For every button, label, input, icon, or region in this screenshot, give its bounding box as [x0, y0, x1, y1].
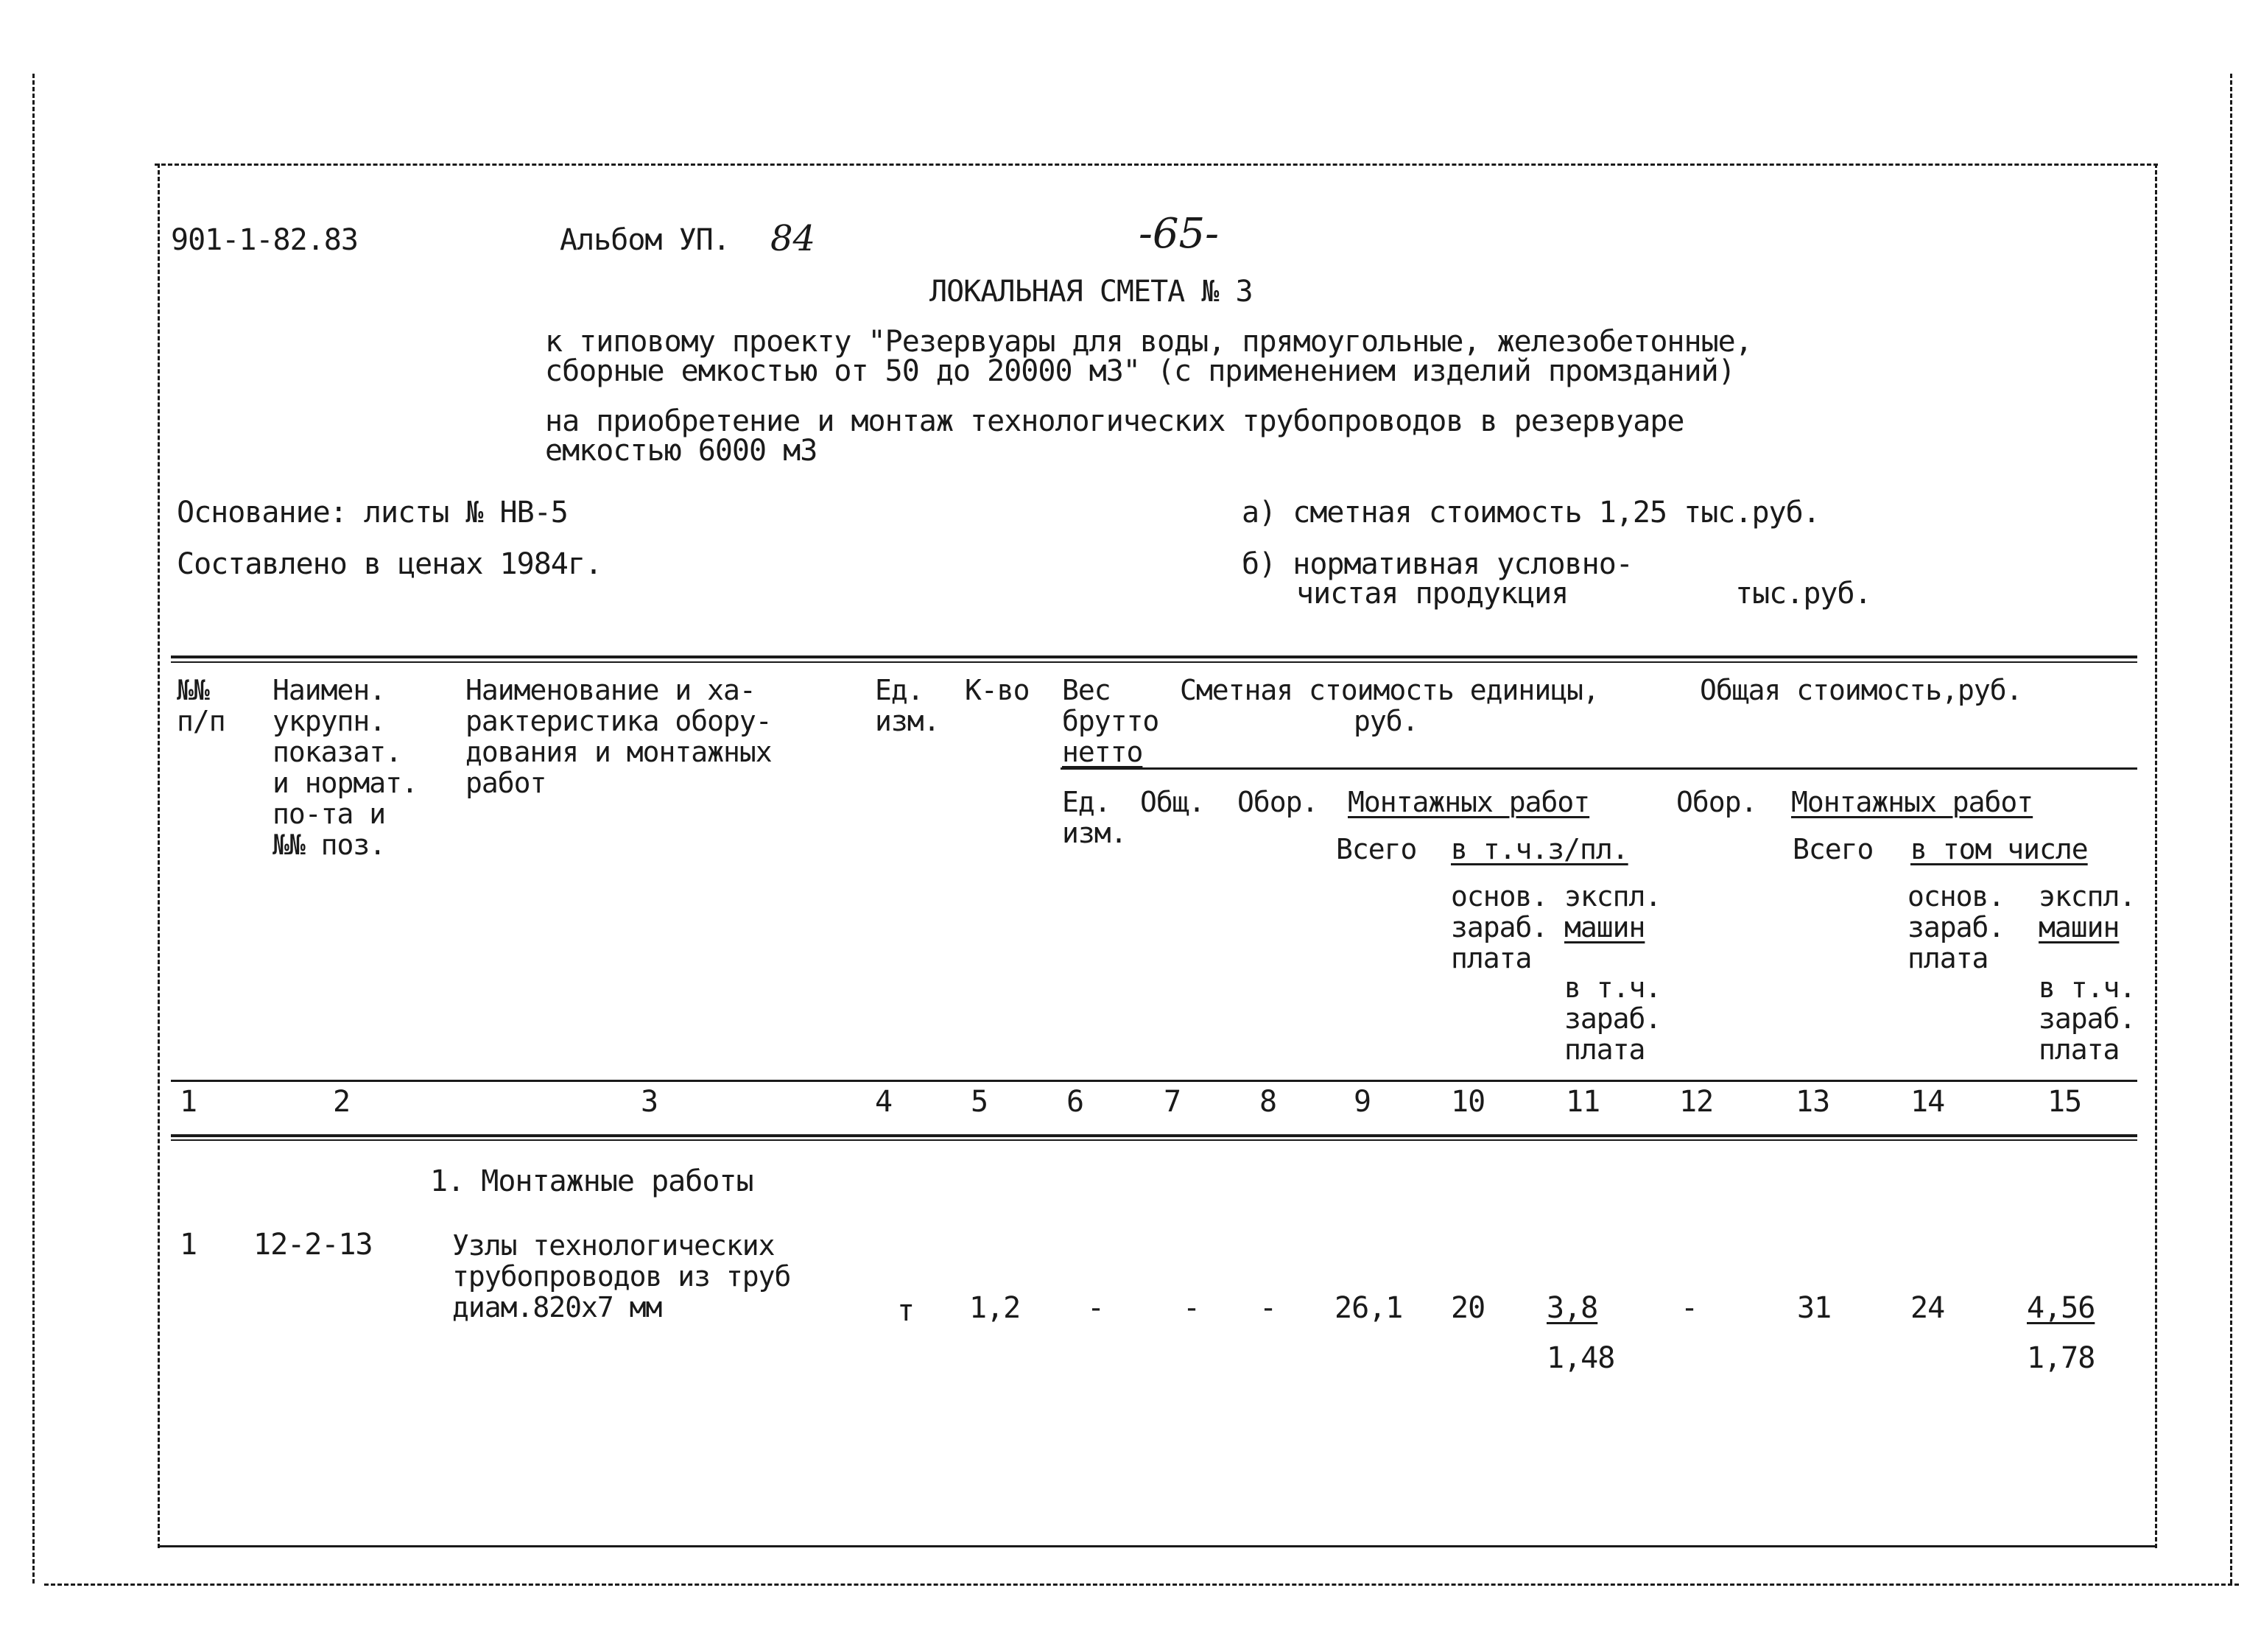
header-col1: №№ п/п: [177, 674, 225, 737]
header-vtch-zpl: в т.ч.з/пл.: [1451, 833, 1628, 865]
column-number-12: 12: [1679, 1085, 1714, 1119]
basis-text: Основание: листы № НВ-5: [177, 496, 568, 530]
column-numbers-rule-2: [171, 1139, 2137, 1141]
subtitle-line-3: на приобретение и монтаж технологических трубопроводов в резервуаре: [545, 404, 1684, 438]
column-number-14: 14: [1910, 1085, 1945, 1119]
header-col6: Вес брутто нетто: [1062, 674, 1159, 768]
row-name: Узлы технологических трубопроводов из труб диам.820х7 мм: [452, 1229, 791, 1324]
bottom-margin-line: [44, 1584, 2239, 1586]
column-number-8: 8: [1259, 1085, 1277, 1119]
row-quantity: 1,2: [969, 1291, 1021, 1325]
row-col12: -: [1681, 1291, 1698, 1325]
project-code: 901-1-82.83: [171, 223, 358, 257]
normative-product-line-2: чистая продукция: [1296, 577, 1569, 611]
header-col4: Ед. изм.: [875, 674, 940, 737]
left-margin-line: [32, 74, 35, 1584]
column-number-5: 5: [971, 1085, 988, 1119]
row-col7: -: [1183, 1291, 1200, 1325]
row-col11-bottom: 1,48: [1547, 1341, 1615, 1375]
group-header-rule: [1061, 767, 2137, 770]
header-col2: Наимен. укрупн. показат. и нормат. по-та и №№ поз.: [272, 674, 418, 861]
header-unit-cost-rub: руб.: [1354, 705, 1418, 737]
album-label: Альбом УП.: [560, 223, 730, 257]
normative-product-unit: тыс.руб.: [1735, 577, 1871, 611]
album-number: 84: [770, 218, 816, 259]
column-number-15: 15: [2047, 1085, 2082, 1119]
header-vtch-zar-total: в т.ч. зараб. плата: [2039, 971, 2136, 1066]
column-numbers-rule: [171, 1134, 2137, 1137]
row-col9: 26,1: [1335, 1291, 1403, 1325]
row-col11-top: 3,8: [1547, 1291, 1598, 1325]
header-obor-total: Обор.: [1676, 786, 1757, 818]
right-margin-line: [2230, 74, 2232, 1584]
row-col14: 24: [1910, 1291, 1945, 1325]
header-unit-cost-group: Сметная стоимость единицы,: [1180, 674, 1599, 706]
header-ed-izm: Ед. изм.: [1062, 786, 1127, 849]
header-vtch-zar-unit: в т.ч. зараб. плата: [1564, 971, 1662, 1066]
column-number-4: 4: [875, 1085, 893, 1119]
column-number-3: 3: [641, 1085, 658, 1119]
row-col8: -: [1259, 1291, 1277, 1325]
row-col6: -: [1087, 1291, 1105, 1325]
header-osnov-unit: основ. зараб. плата: [1451, 880, 1548, 974]
table-top-rule: [171, 655, 2137, 658]
header-vsego-unit: Всего: [1336, 833, 1417, 865]
column-number-10: 10: [1451, 1085, 1485, 1119]
header-col5: К-во: [965, 674, 1030, 706]
header-vsego-total: Всего: [1793, 833, 1874, 865]
prices-text: Составлено в ценах 1984г.: [177, 547, 602, 581]
row-col13: 31: [1797, 1291, 1832, 1325]
normative-product-line-1: б) нормативная условно-: [1242, 547, 1633, 581]
column-number-6: 6: [1066, 1085, 1084, 1119]
column-number-7: 7: [1164, 1085, 1181, 1119]
column-number-1: 1: [180, 1085, 197, 1119]
header-bottom-rule: [171, 1080, 2137, 1082]
header-osnov-total: основ. зараб. плата: [1907, 880, 2005, 974]
document-title: ЛОКАЛЬНАЯ СМЕТА № 3: [929, 275, 1253, 309]
subtitle-line-1: к типовому проекту "Резервуары для воды, прямоугольные, железобетонные,: [545, 325, 1752, 359]
column-number-11: 11: [1566, 1085, 1600, 1119]
page-number: -65-: [1139, 210, 1220, 258]
header-col3: Наименование и ха- рактеристика обору- дования и монтажных работ: [465, 674, 772, 799]
header-vtom-chisle: в том числе: [1910, 833, 2088, 865]
header-montazh-total: Монтажных работ: [1791, 786, 2033, 818]
column-number-9: 9: [1354, 1085, 1371, 1119]
estimated-cost: а) сметная стоимость 1,25 тыс.руб.: [1242, 496, 1820, 530]
header-ekspl-total: экспл. машин: [2039, 880, 2136, 943]
header-obor-unit: Обор.: [1237, 786, 1318, 818]
header-obshch: Общ.: [1140, 786, 1205, 818]
frame-right: [2155, 164, 2157, 1548]
row-col15-bottom: 1,78: [2027, 1341, 2095, 1375]
table-top-rule-2: [171, 661, 2137, 663]
column-number-13: 13: [1796, 1085, 1830, 1119]
header-montazh-unit: Монтажных работ: [1348, 786, 1590, 818]
frame-left: [158, 164, 160, 1548]
row-unit: т: [897, 1294, 915, 1328]
header-ekspl-unit: экспл. машин: [1564, 880, 1662, 943]
frame-top: [155, 164, 2158, 166]
row-number: 1: [180, 1228, 197, 1262]
header-total-cost-group: Общая стоимость,руб.: [1700, 674, 2022, 706]
section-title: 1. Монтажные работы: [430, 1164, 753, 1198]
row-col10: 20: [1451, 1291, 1485, 1325]
frame-bottom: [158, 1545, 2156, 1547]
column-number-2: 2: [333, 1085, 351, 1119]
row-col15-top: 4,56: [2027, 1291, 2095, 1325]
subtitle-line-2: сборные емкостью от 50 до 20000 м3" (с применением изделий промзданий): [545, 354, 1735, 388]
subtitle-line-4: емкостью 6000 м3: [545, 434, 817, 468]
row-code: 12-2-13: [253, 1228, 373, 1262]
